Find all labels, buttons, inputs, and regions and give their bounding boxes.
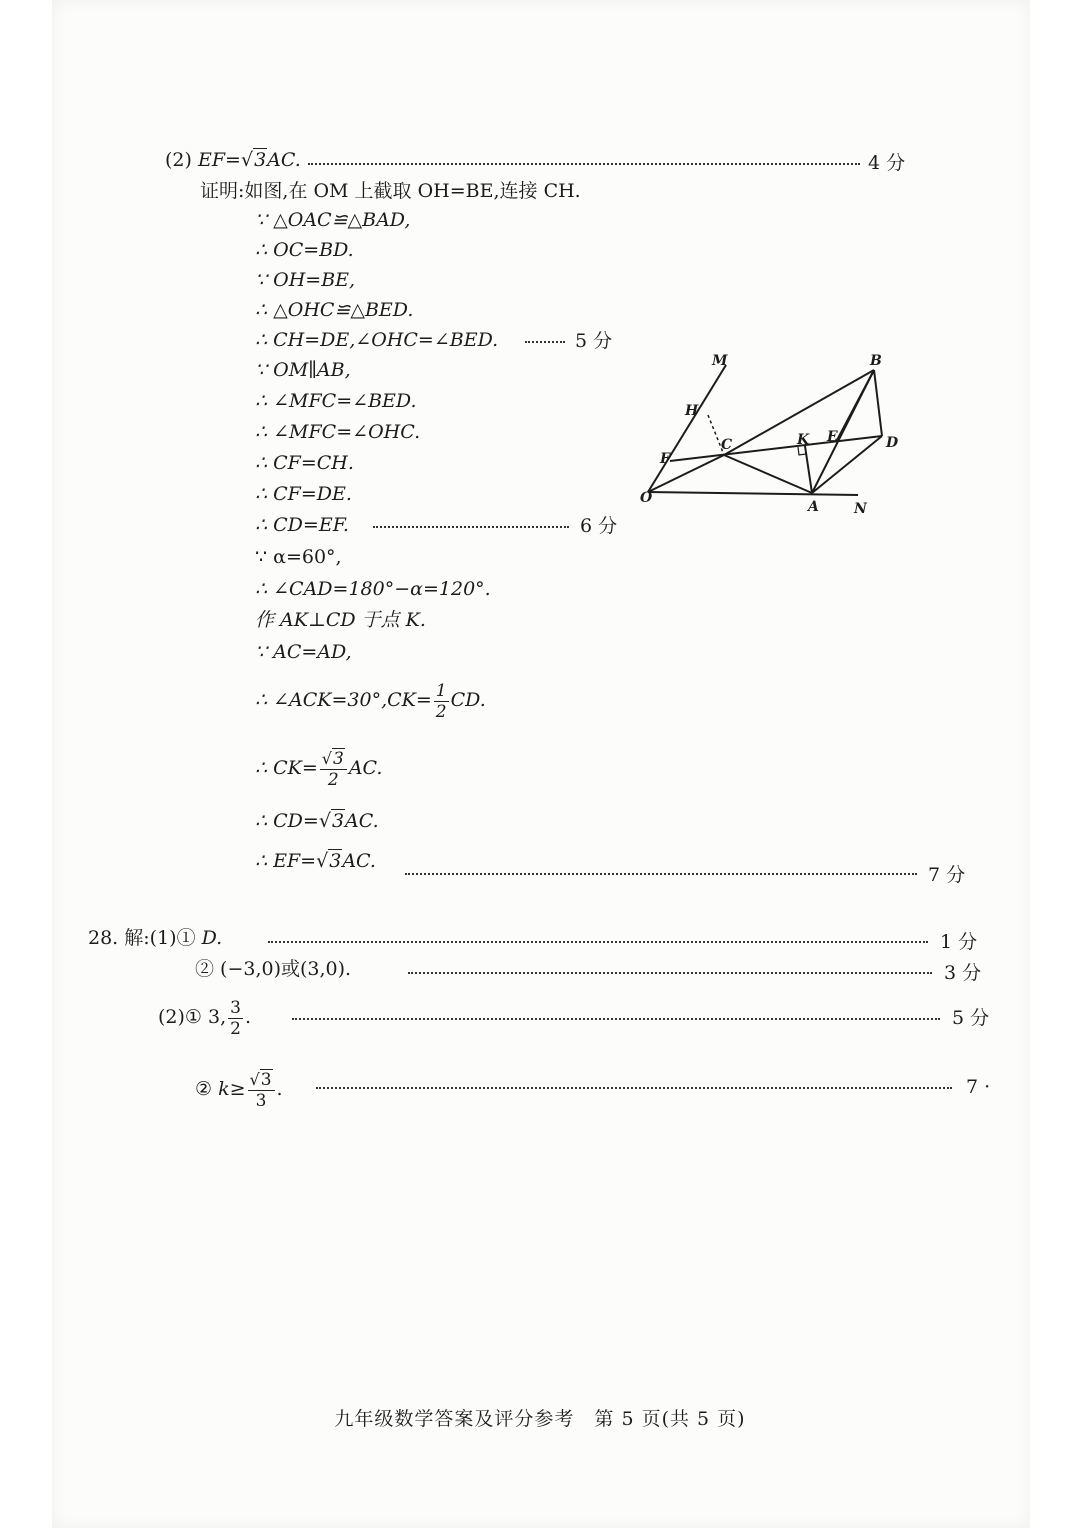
proof-step: ∵ α=60°,	[255, 546, 342, 568]
part2-header	[165, 147, 301, 173]
proof-step: ∵ OM∥AB,	[255, 359, 351, 381]
score-label: 3 分	[944, 962, 982, 984]
segment-ak	[805, 446, 812, 493]
ray-on	[648, 492, 858, 495]
sqrt: √3	[316, 850, 342, 872]
proof-step: ∵ AC=AD,	[255, 641, 352, 663]
score-leader-dots	[268, 941, 928, 943]
page-footer: 九年级数学答案及评分参考 第 5 页(共 5 页)	[334, 1408, 746, 1430]
proof-step-ef: ∴ EF=√3AC.	[255, 850, 376, 872]
proof-step-cd: ∴ CD=√3AC.	[255, 810, 379, 832]
part-label: (2)	[165, 149, 192, 171]
proof-step: ∴ ∠MFC=∠BED.	[255, 390, 417, 412]
score-leader-dots	[525, 341, 565, 343]
label-f: F	[660, 451, 670, 467]
label-m: M	[712, 353, 728, 369]
score-label: 5 分	[575, 330, 613, 352]
fraction: $\frac{1}{2}$	[435, 680, 447, 722]
proof-step: ∴ ∠MFC=∠OHC.	[255, 421, 421, 443]
score-leader-dots	[405, 873, 917, 875]
score-label: 7 分	[928, 864, 966, 886]
proof-step-ck: ∴ CK= $\frac{√3}{2}$ AC.	[255, 748, 383, 790]
q28-part2-line2: ② k≥ $\frac{√3}{3}$ .	[195, 1069, 283, 1111]
score-label: 7 ·	[966, 1076, 991, 1098]
score-leader-dots	[308, 163, 860, 165]
proof-step: ∴ ∠CAD=180°−α=120°.	[255, 578, 491, 600]
proof-step: ∵ OH=BE,	[255, 269, 356, 291]
segment-ad	[812, 436, 882, 493]
segment-ac	[724, 455, 812, 493]
segment-fd	[670, 436, 882, 461]
proof-intro: 证明:如图,在 OM 上截取 OH=BE,连接 CH.	[200, 180, 581, 202]
label-b: B	[870, 353, 882, 369]
sqrt: √3	[240, 149, 267, 171]
geometry-figure	[630, 345, 900, 520]
segment-bd	[874, 370, 882, 436]
formula-text: EF=	[197, 149, 241, 171]
proof-step: 作 AK⊥CD 于点 K.	[255, 609, 426, 631]
q28-part1-line2: ② (−3,0)或(3,0).	[195, 958, 352, 980]
label-d: D	[886, 435, 899, 451]
label-k: K	[797, 432, 810, 448]
label-o: O	[640, 490, 653, 506]
score-leader-dots	[373, 526, 569, 528]
paper-sheet	[52, 0, 1030, 1528]
score-label: 5 分	[952, 1007, 990, 1029]
proof-step-ack: ∴ ∠ACK=30°,CK= $\frac{1}{2}$ CD.	[255, 680, 486, 722]
formula-text: AC.	[267, 149, 301, 171]
proof-step: ∴ CH=DE,∠OHC=∠BED.	[255, 329, 499, 351]
score-leader-dots	[316, 1087, 952, 1089]
score-label: 1 分	[940, 931, 978, 953]
score-label: 4 分	[868, 152, 906, 174]
proof-step: ∴ CD=EF.	[255, 514, 349, 536]
label-c: C	[721, 437, 733, 453]
proof-step: ∴ CF=CH.	[255, 452, 354, 474]
fraction: $\frac{√3}{2}$	[320, 749, 347, 790]
label-a: A	[808, 499, 819, 515]
score-leader-dots	[292, 1018, 940, 1020]
label-e: E	[827, 429, 838, 445]
proof-step: ∴ OC=BD.	[255, 239, 354, 261]
fraction: $\frac{3}{2}$	[230, 997, 241, 1039]
score-leader-dots	[408, 972, 932, 974]
proof-step: ∴ △OHC≌△BED.	[255, 299, 414, 321]
proof-step: ∵ △OAC≌△BAD,	[255, 209, 411, 231]
q28-part2-line1: (2)① 3, $\frac{3}{2}$ .	[158, 997, 251, 1039]
fraction: $\frac{√3}{3}$	[248, 1070, 275, 1111]
q28-part1-line1: 28. 解:(1)① D.	[88, 927, 223, 949]
sqrt: √3	[318, 810, 345, 832]
label-h: H	[685, 403, 699, 419]
label-n: N	[854, 501, 867, 517]
score-label: 6 分	[580, 515, 618, 537]
proof-step: ∴ CF=DE.	[255, 483, 352, 505]
